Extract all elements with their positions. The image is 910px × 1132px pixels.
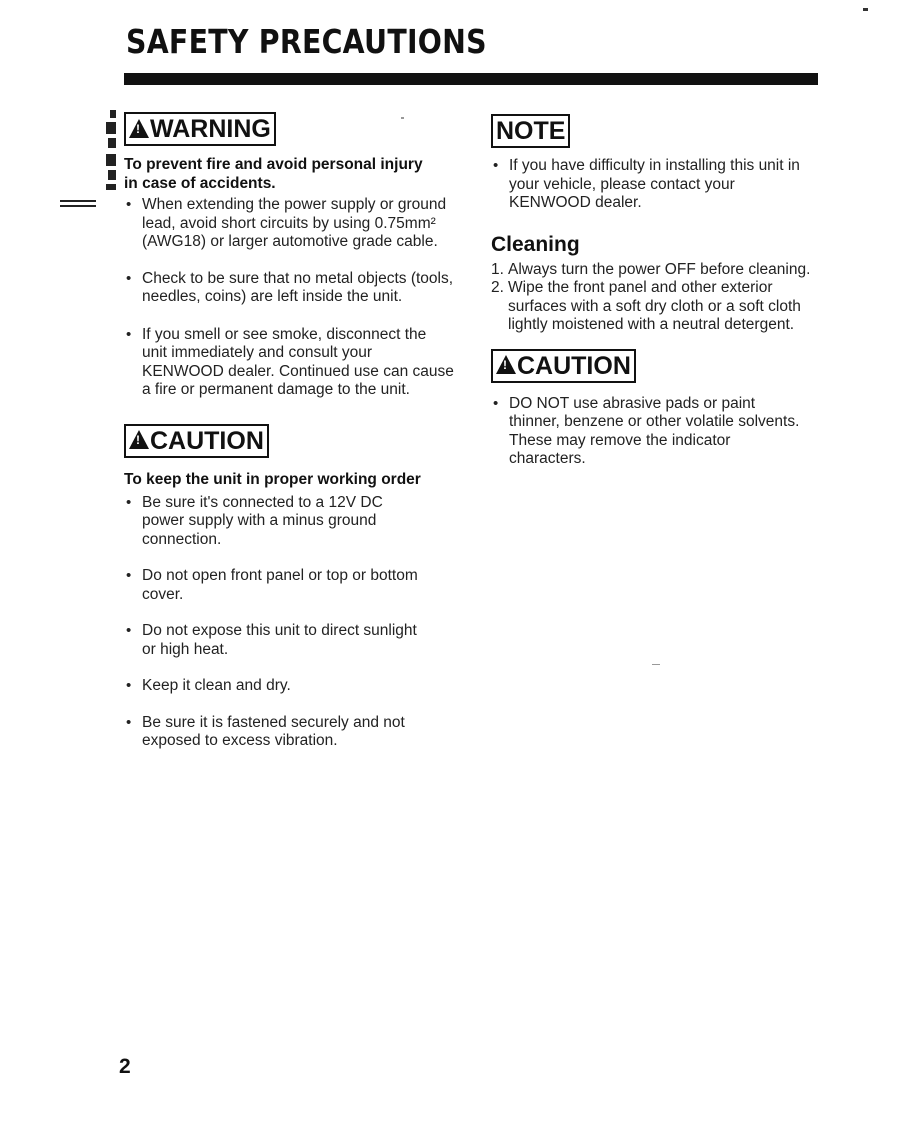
list-item: • Do not expose this unit to direct sunlight or high heat. — [124, 622, 424, 659]
note-list — [491, 157, 816, 213]
cleaning-section — [491, 233, 831, 335]
warning-triangle-icon — [129, 430, 149, 449]
note-section — [491, 114, 831, 213]
scan-edge-marks — [60, 110, 120, 220]
step-text: Wipe the front panel and other exterior surfaces with a soft dry cloth or a soft cloth lightly moistened with a neutral detergent. — [508, 279, 801, 333]
caution-badge-label: CAUTION — [150, 426, 264, 455]
caution-subheading: To keep the unit in proper working order — [124, 470, 421, 488]
warning-section — [124, 112, 454, 400]
cleaning-heading: Cleaning — [491, 232, 580, 256]
caution-section-right — [491, 349, 831, 469]
caution-badge — [124, 424, 269, 458]
list-item — [491, 279, 816, 335]
list-item: • Be sure it's connected to a 12V DC power supply with a minus ground connection. — [124, 494, 424, 550]
list-item: • When extending the power supply or ground lead, avoid short circuits by using 0.75mm² (AWG18) or larger automotive grade cable. — [124, 196, 454, 252]
page-number: 2 — [119, 1055, 131, 1078]
list-item: • If you smell or see smoke, disconnect the unit immediately and consult your KENWOOD dealer. Continued use can cause a fire or permanent damage to the unit. — [124, 326, 454, 400]
page-title: SAFETY PRECAUTIONS — [126, 22, 487, 61]
warning-subheading: To prevent fire and avoid personal injury in case of accidents. — [124, 156, 423, 192]
caution-badge — [491, 349, 636, 383]
caution-badge-label: CAUTION — [517, 351, 631, 380]
caution-section-left — [124, 424, 454, 751]
caution-list — [124, 494, 424, 751]
left-column — [124, 112, 454, 751]
step-number: 2. — [491, 279, 504, 296]
warning-triangle-icon — [129, 119, 149, 138]
list-item: • Check to be sure that no metal objects (tools, needles, coins) are left inside the unit. — [124, 270, 454, 307]
note-badge — [491, 114, 570, 148]
list-item: • DO NOT use abrasive pads or paint thinner, benzene or other volatile solvents. These may remove the indicator characters. — [491, 395, 801, 469]
warning-badge-label: WARNING — [150, 115, 271, 143]
note-badge-label: NOTE — [496, 117, 566, 145]
list-item — [491, 261, 816, 280]
warning-triangle-icon — [496, 355, 516, 374]
list-item: • If you have difficulty in installing this unit in your vehicle, please contact your KENWOOD dealer. — [491, 157, 816, 213]
caution-list — [491, 395, 801, 469]
list-item: • Do not open front panel or top or bottom cover. — [124, 567, 424, 604]
warning-list — [124, 196, 454, 400]
cleaning-steps — [491, 261, 816, 335]
step-text: Always turn the power OFF before cleaning. — [508, 260, 811, 278]
right-column — [491, 114, 831, 469]
list-item: • Be sure it is fastened securely and not exposed to excess vibration. — [124, 714, 424, 751]
title-rule — [124, 73, 818, 85]
list-item: • Keep it clean and dry. — [124, 677, 424, 696]
warning-badge — [124, 112, 276, 146]
step-number: 1. — [491, 260, 504, 278]
